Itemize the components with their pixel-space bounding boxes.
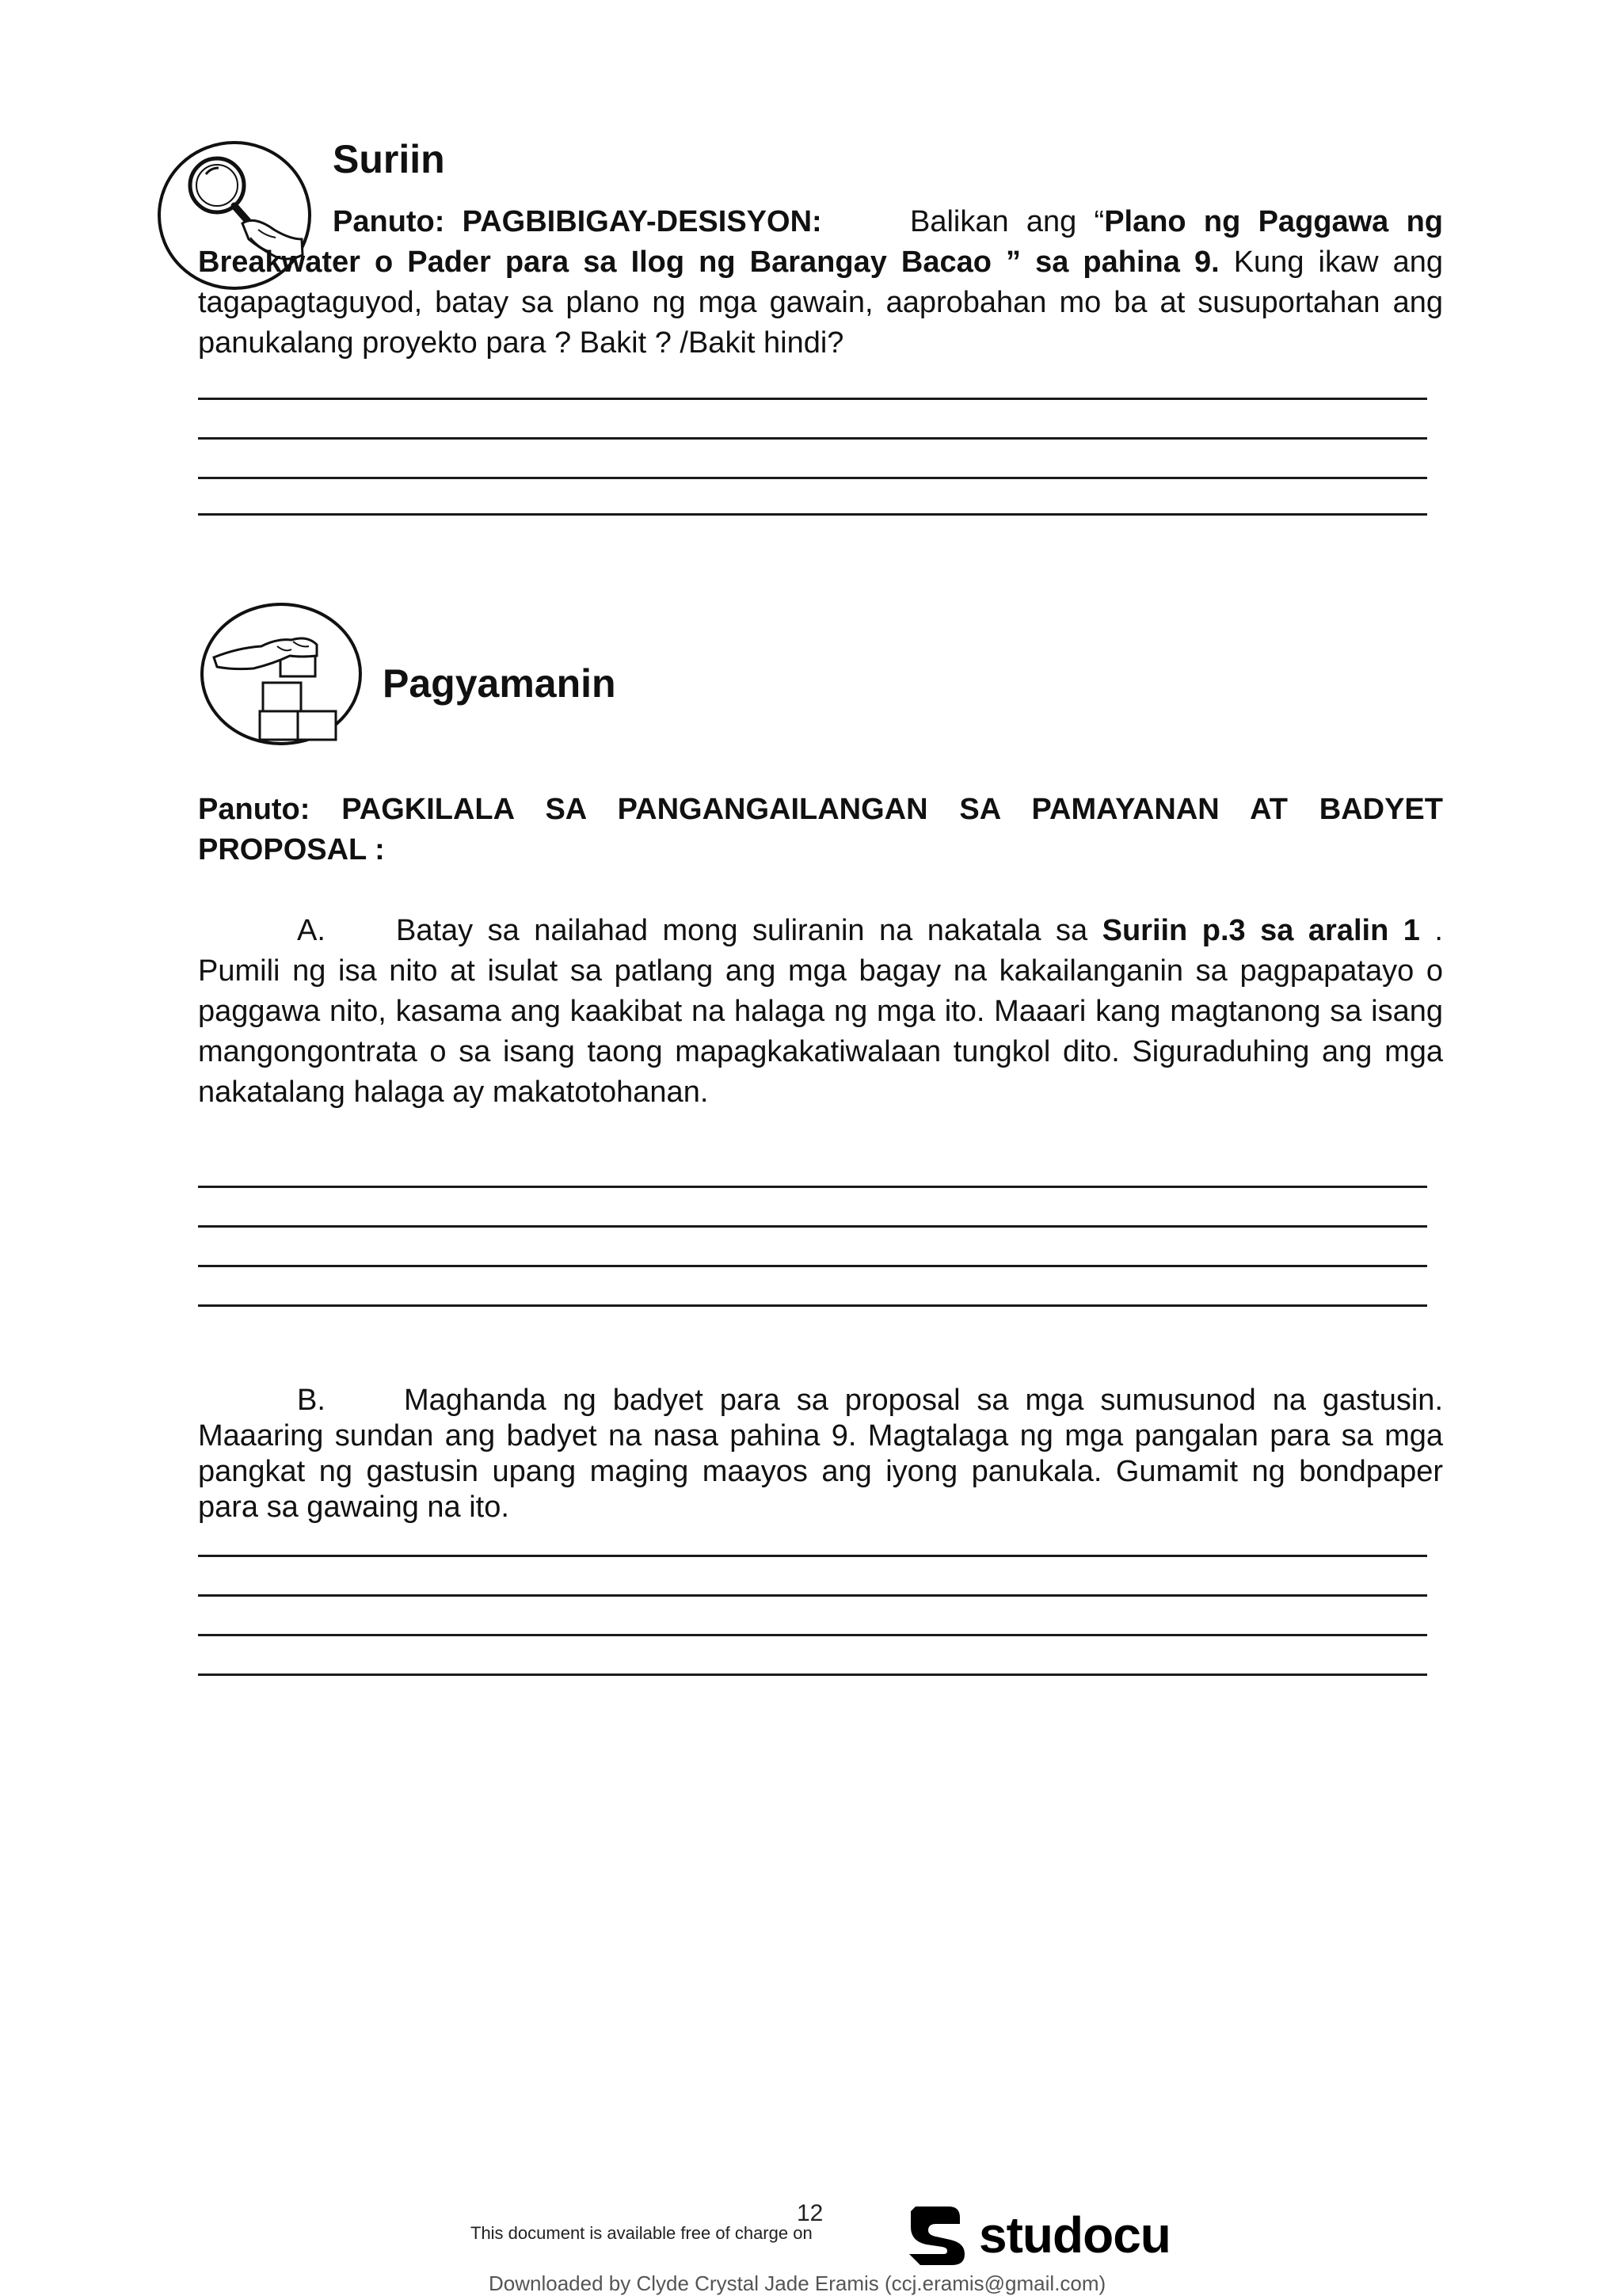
answer-line — [198, 1594, 1427, 1597]
item-b-text — [198, 1383, 1443, 1525]
answer-line — [198, 1555, 1427, 1557]
answer-line — [198, 1304, 1427, 1307]
studocu-brand[interactable]: studocu — [979, 2207, 1171, 2264]
answer-line — [198, 1265, 1427, 1267]
page-number: 12 — [797, 2200, 824, 2226]
item-a-text — [198, 911, 1443, 1113]
item-a-bold: Suriin p.3 sa aralin 1 — [1102, 914, 1420, 947]
suriin-title: Suriin — [333, 137, 445, 181]
pagyamanin-instruction: Panuto: PAGKILALA SA PANGANGAILANGAN SA PAMAYANAN AT BADYET PROPOSAL : — [198, 793, 1443, 866]
answer-line — [198, 477, 1427, 479]
item-a-label: A. — [297, 914, 326, 947]
suriin-instruction-pre: Balikan ang “ — [909, 205, 1105, 238]
studocu-logo-icon — [904, 2202, 968, 2268]
answer-line — [198, 513, 1427, 516]
answer-line — [198, 437, 1427, 440]
stacking-blocks-icon — [198, 600, 364, 748]
item-b-label: B. — [297, 1384, 326, 1417]
answer-line — [198, 1186, 1427, 1188]
answer-line — [198, 398, 1427, 400]
suriin-instruction-label: Panuto: PAGBIBIGAY-DESISYON: — [333, 205, 822, 238]
answer-line — [198, 1634, 1427, 1636]
answer-line — [198, 1225, 1427, 1228]
item-b-body: Maghanda ng badyet para sa proposal sa mga sumusunod na gastusin. Maaaring sundan ang badyet na nasa pahina 9. Magtalaga ng mga pangalan para sa mga pangkat ng gastusin upang maging maayos ang iyong panukala. Gumamit ng bondpaper para sa gawaing na ito. — [198, 1384, 1443, 1524]
item-a-text-end: . Pumili ng isa nito at isulat sa patlang ang mga bagay na kakailanganin sa pagpapatayo o paggawa nito, kasama ang kaakibat na halaga ng mga ito. Maaari kang magtanong sa isang mangongontrata o sa isang taong mapagkakatiwalaan tungkol dito. Siguraduhing ang mga nakatalang halaga ay makatotohanan. — [198, 914, 1443, 1109]
pagyamanin-title: Pagyamanin — [383, 661, 616, 706]
download-notice: Downloaded by Clyde Crystal Jade Eramis (ccj.eramis@gmail.com) — [489, 2271, 1106, 2295]
availability-notice: This document is available free of charge on — [470, 2223, 813, 2243]
answer-line — [198, 1673, 1427, 1676]
suriin-instruction — [198, 202, 1443, 364]
suriin-instruction-rest: Kung ikaw ang tagapagtaguyod, batay sa plano ng mga gawain, aaprobahan mo ba at susuportahan ang panukalang proyekto para ? Bakit ? /Bakit hindi? — [198, 246, 1443, 360]
item-a-text-start: Batay sa nailahad mong suliranin na nakatala sa — [396, 914, 1102, 947]
suriin-instruction-bold: Plano ng Paggawa ng Breakwater o Pader para sa Ilog ng Barangay Bacao ” sa pahina 9. — [198, 205, 1443, 279]
